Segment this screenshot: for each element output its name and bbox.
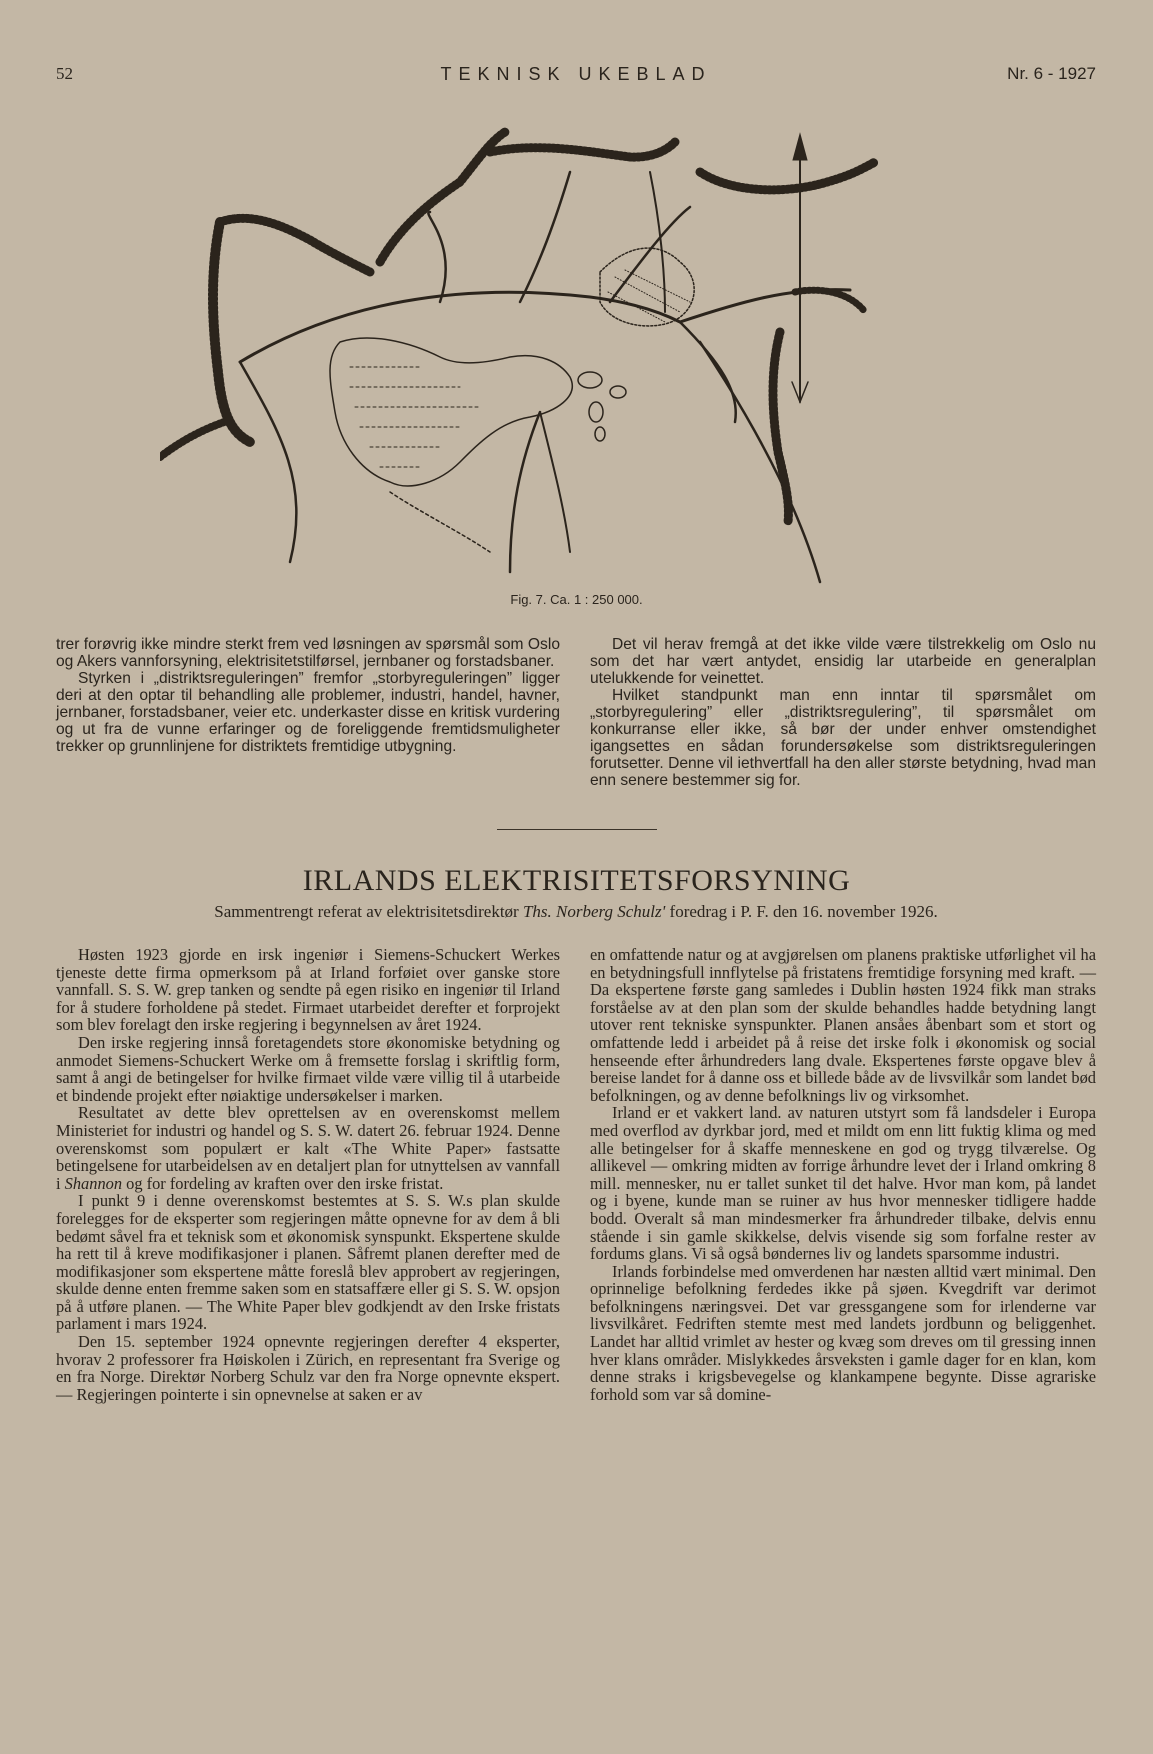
map-road-west (240, 362, 296, 562)
map-road-south-3 (540, 412, 570, 552)
paragraph-text: og for fordeling av kraften over den irske fristat. (122, 1173, 444, 1193)
subtitle-lead: Sammentrengt referat av elektrisitetsdirektør (214, 902, 523, 921)
page-number: 52 (56, 64, 73, 83)
map-hill-left-ridge (213, 222, 250, 442)
paragraph: Irland er et vakkert land. av naturen utstyrt som få landsdeler i Europa med overflod av dyrkbar jord, med et mildt om enn litt fuktig klima og med alle betingelser for å skaffe menneskene en god og trygg tilværelse. Og allikevel — omkring midten av forrige århundre levet der i Irland omkring 8 mill. mennesker, nu er tallet sunket til det halve. Hvor man kom, på landet og i byene, kunde man se ruiner av hus hvor mennesker tidligere hadde bodd. Overalt så man mindesmerker fra århundreder tilbake, delvis ennu stående i sin gamle skikkelse, delvis visende sig som forfalne rester av fordums glans. Vi så også bøndernes liv og landets sparsomme industri. (590, 1103, 1096, 1264)
map-shore-hatch (350, 367, 480, 467)
upper-left-column (56, 636, 560, 755)
map-road-south-2 (510, 412, 540, 572)
article-title: IRLANDS ELEKTRISITETSFORSYNING (302, 864, 851, 897)
map-sketch (160, 112, 990, 592)
article-subtitle (56, 902, 1096, 922)
upper-right-column (590, 636, 1096, 789)
article-right-column (590, 946, 1096, 1403)
paragraph: en omfattende natur og at avgjørelsen om planens praktiske utførlighet vil ha en betydningsfull innflytelse på fristatens fremtidige forsyning med kraft. — Da ekspertene første gang samledes i Dublin høsten 1924 fikk man straks forståelse av at den plan som der skulde behandles hadde betydning langt utover rent tekniske synspunkter. Planen ansåes åbenbart som et stort og omfattende ledd i arbeidet på å reise det irske folk i økonomisk og social henseende efter århundreders lang dvale. Ekspertenes første opgave blev å bereise landet for å danne oss et billede både av de livsvilkår som landet bød befolkningen, og av denne befolknings liv og virksomhet. (590, 945, 1096, 1105)
map-hill-right (700, 162, 875, 190)
subtitle-tail: foredrag i P. F. den 16. november 1926. (665, 902, 938, 921)
map-islet-2 (610, 386, 626, 398)
map-road-south (680, 322, 736, 422)
paragraph: Hvilket standpunkt man enn inntar til spørsmålet om „storbyregulering” eller „distriktsregulering”, til spørsmålet om konkurranse eller ikke, så bør der under enhver omstendighet igangsettes en sådan forundersøkelse som distriktsreguleringen forutsetter. Denne vil iethvertfall ha den aller største betydning, hvad man enn senere bestemmer sig for. (590, 687, 1096, 789)
map-city-area (600, 248, 694, 326)
map-hill-far-right (795, 290, 865, 312)
map-hill-bottom-left (160, 420, 230, 457)
paragraph: Styrken i „distriktsreguleringen” fremfor „storbyreguleringen” ligger deri at den optar til behandling alle problemer, industri, handel, havner, jernbaner, forstadsbaner, veier etc. underkaster disse en kritisk vurdering og ut fra de vunne erfaringer og de foreliggende fremtidsmuligheter trekker op grunnlinjene for distriktets fremtidige utbygning. (56, 670, 560, 755)
map-islet-3 (589, 402, 603, 422)
paragraph (56, 1104, 560, 1192)
map-city-hatch (608, 270, 690, 322)
paragraph: Den 15. september 1924 opnevnte regjeringen derefter 4 eksperter, hvorav 2 professorer fra Høiskolen i Zürich, en representant fra Sverige og en fra Norge. Direktør Norberg Schulz var den fra Norge opnevnte ekspert. — Regjeringen pointerte i sin opnevnelse at saken er av (56, 1332, 560, 1404)
subtitle-author: Ths. Norberg Schulz' (522, 902, 666, 921)
masthead: TEKNISK UKEBLAD (440, 64, 712, 84)
map-north-arrowhead (793, 134, 807, 160)
paragraph-text: Resultatet av dette blev oprettelsen av en overenskomst mellem Ministeriet for industri og handel og S. S. W. datert 26. februar 1924. Denne overenskomst som populært er kalt «The White Paper» fastsatte betingelsene for utarbeidelsen av en detaljert plan for utnyttelsen av vannfall i (56, 1103, 560, 1193)
paragraph: Det vil herav fremgå at det ikke vilde være tilstrekkelig om Oslo nu som det har vært antydet, ensidig lar utarbeide en generalplan utelukkende for veinettet. (590, 636, 1096, 687)
map-road-southeast (700, 342, 820, 582)
section-divider (497, 829, 657, 830)
issue-label: Nr. 6 - 1927 (1007, 64, 1096, 83)
river-name: Shannon (64, 1173, 123, 1193)
map-islet-1 (578, 372, 602, 388)
page-header (56, 64, 1096, 92)
map-shoreline (330, 338, 572, 486)
figure-caption: Fig. 7. Ca. 1 : 250 000. (510, 592, 643, 607)
paragraph: Irlands forbindelse med omverdenen har næsten alltid vært minimal. Den oprinnelige befolkning ferdedes ikke på sjøen. Kvegdrift var derimot befolkningens næringsvei. Det var gressgangene som for irlenderne var livsvilkåret. Fedriften stemte mest med landets jordbunn og beliggenhet. Landet har alltid vrimlet av hester og kvæg som dreves om til gressing innen hver klans områder. Mislykkedes årsveksten i gamle dager for en klan, kom denne straks i krigsbevegelse og klankampene begynte. Disse agrariske forhold som var så domine- (590, 1261, 1096, 1404)
map-road-east (680, 290, 850, 322)
article-left-column (56, 946, 560, 1403)
paragraph: Den irske regjering innså foretagendets store økonomiske betydning og anmodet Siemens-Schuckert Werke om å fremsette forslag i skriftlig form, samt å angi de betingelser for hvilke firmaet vilde være villig til å utarbeide et bindende projekt efter nøiaktige undersøkelser i marken. (56, 1032, 560, 1105)
map-road-north (520, 172, 570, 302)
paragraph: I punkt 9 i denne overenskomst bestemtes at S. S. W.s plan skulde forelegges for de eksperter som regjeringen måtte opnevne for av dem å bli bedømt såvel fra et teknisk som et økonomisk synspunkt. Ekspertene skulde ha rett til å kreve modifikasjoner i planen. Såfremt planen derefter med de modifikasjoner som ekspertene måtte foreslå blev approbert av regjeringen, skulde denne enten fremme saken som en statsaffære eller gi S. S. W. opsjon på å utføre planen. — The White Paper blev godkjendt av den Irske fristats parlament i mars 1924. (56, 1191, 560, 1334)
map-islet-4 (595, 427, 605, 441)
map-fjord-south (390, 492, 490, 552)
map-figure (160, 112, 990, 592)
paragraph: trer forøvrig ikke mindre sterkt frem ved løsningen av spørsmål som Oslo og Akers vannforsyning, elektrisitetstilførsel, jernbaner og forstadsbaner. (56, 636, 560, 670)
map-road-main (240, 292, 680, 362)
paragraph: Høsten 1923 gjorde en irsk ingeniør i Siemens-Schuckert Werkes tjeneste dette firma opmerksom på at Irland forføiet over ganske store vannfall. S. S. W. grep tanken og sendte på egen risiko en ingeniør til Irland for å studere forholdene på stedet. Firmaet utarbeidet derefter et forprojekt som blev forelagt den irske regjering i begynnelsen av året 1924. (56, 945, 560, 1035)
map-road-northwest (428, 212, 445, 302)
map-hill-left (220, 218, 370, 272)
map-hill-crest (490, 142, 675, 157)
